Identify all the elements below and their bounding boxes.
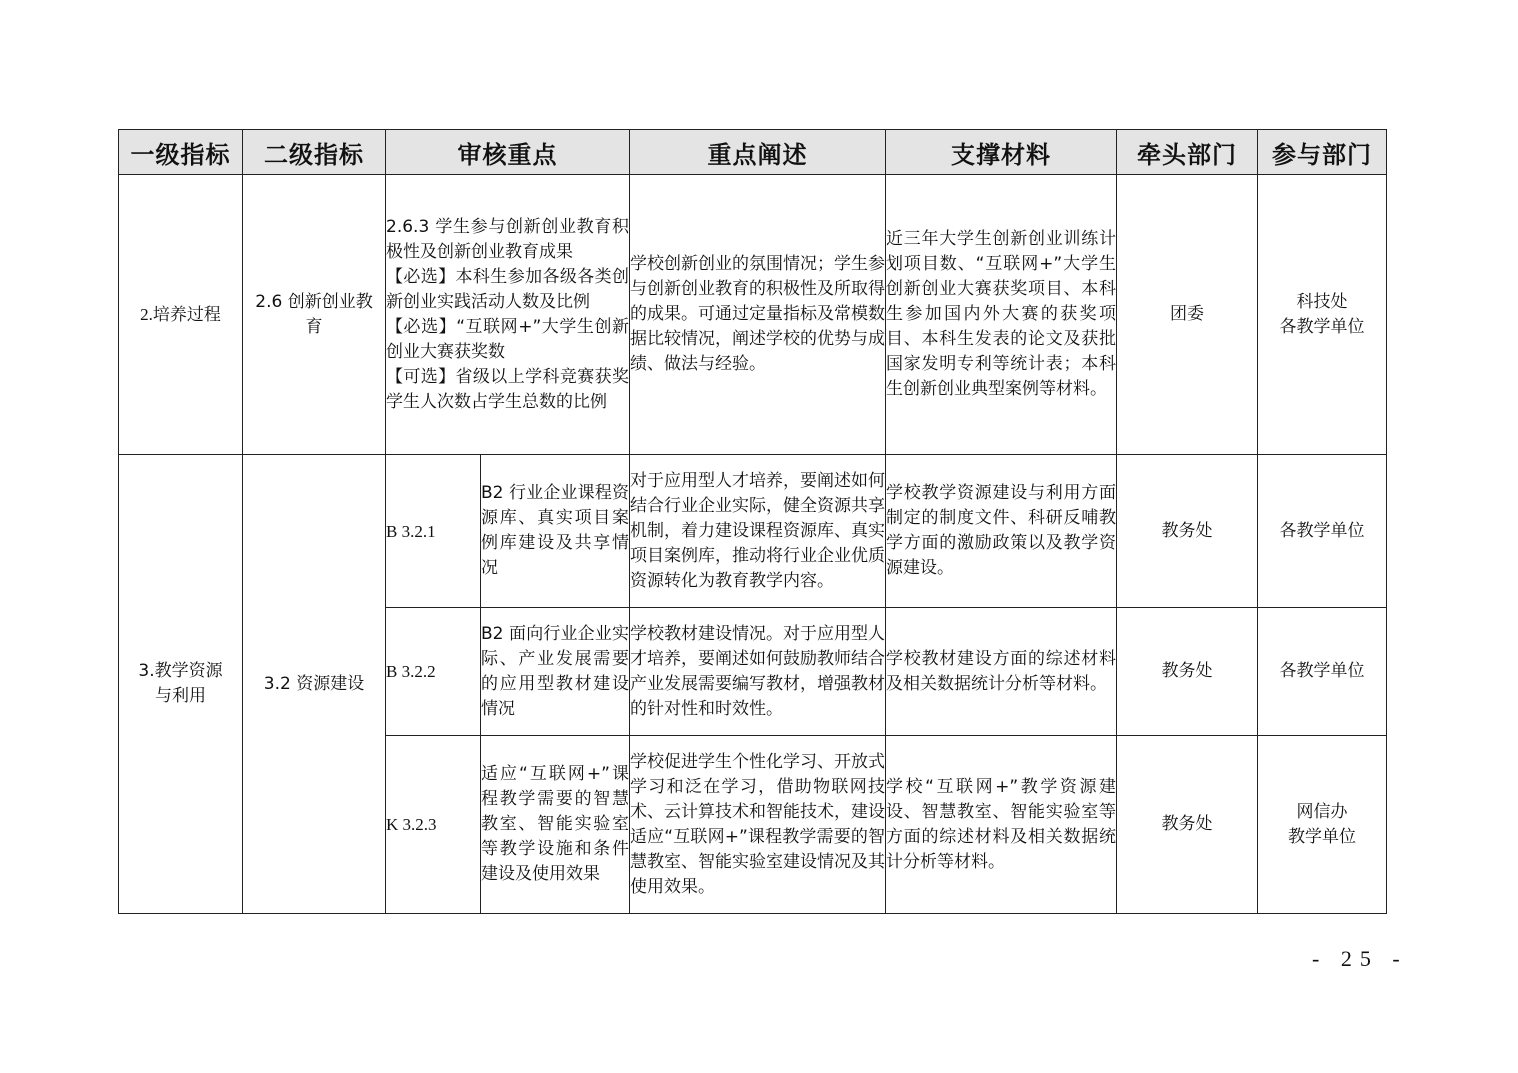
focus-line: 2.6.3 学生参与创新创业教育积极性及创新创业教育成果 <box>386 216 629 262</box>
participant: 各教学单位 <box>1279 316 1365 337</box>
focus-line: 【必选】“互联网+”大学生创新创业大赛获奖数 <box>386 316 629 362</box>
level1-line: 与利用 <box>155 686 206 706</box>
header-row <box>119 130 1387 175</box>
level2-cell: 2.6 创新创业教育 <box>243 175 386 455</box>
participants-cell: 各教学单位 <box>1258 455 1387 608</box>
participant: 科技处 <box>1296 291 1348 312</box>
level1-cell: 2.培养过程 <box>119 175 243 455</box>
focus-cell <box>386 175 630 455</box>
lead-cell: 教务处 <box>1117 455 1258 608</box>
code-cell: B 3.2.1 <box>386 455 481 608</box>
participants-cell <box>1258 736 1387 914</box>
participants-cell <box>1258 175 1387 455</box>
page-number: - 25 - <box>1312 946 1408 971</box>
header-elaboration: 重点阐述 <box>630 130 886 175</box>
focus-cell: B2 行业企业课程资源库、真实项目案例库建设及共享情况 <box>481 455 630 608</box>
focus-cell: 适应“互联网+”课程教学需要的智慧教室、智能实验室等教学设施和条件建设及使用效果 <box>481 736 630 914</box>
elaboration-cell: 对于应用型人才培养，要阐述如何结合行业企业实际，健全资源共享机制，着力建设课程资源库、真实项目案例库，推动将行业企业优质资源转化为教育教学内容。 <box>630 455 886 608</box>
lead-cell: 教务处 <box>1117 608 1258 736</box>
header-materials: 支撑材料 <box>886 130 1117 175</box>
level1-line: 3.教学资源 <box>138 661 223 681</box>
focus-line: 【可选】省级以上学科竞赛获奖学生人次数占学生总数的比例 <box>386 366 629 412</box>
focus-line: 【必选】本科生参加各级各类创新创业实践活动人数及比例 <box>386 266 629 312</box>
elaboration-cell: 学校教材建设情况。对于应用型人才培养，要阐述如何鼓励教师结合产业发展需要编写教材，增强教材的针对性和时效性。 <box>630 608 886 736</box>
level2-cell: 3.2 资源建设 <box>243 455 386 914</box>
materials-cell: 近三年大学生创新创业训练计划项目数、“互联网+”大学生创新创业大赛获奖项目、本科生参加国内外大赛的获奖项目、本科生发表的论文及获批国家发明专利等统计表；本科生创新创业典型案例等材料。 <box>886 175 1117 455</box>
elaboration-cell: 学校创新创业的氛围情况；学生参与创新创业教育的积极性及所取得的成果。可通过定量指标及常模数据比较情况，阐述学校的优势与成绩、做法与经验。 <box>630 175 886 455</box>
lead-cell: 教务处 <box>1117 736 1258 914</box>
elaboration-cell: 学校促进学生个性化学习、开放式学习和泛在学习，借助物联网技术、云计算技术和智能技术，建设适应“互联网+”课程教学需要的智慧教室、智能实验室建设情况及其使用效果。 <box>630 736 886 914</box>
materials-cell: 学校教材建设方面的综述材料及相关数据统计分析等材料。 <box>886 608 1117 736</box>
table-row <box>119 175 1387 455</box>
code-cell: K 3.2.3 <box>386 736 481 914</box>
code-cell: B 3.2.2 <box>386 608 481 736</box>
header-lead: 牵头部门 <box>1117 130 1258 175</box>
focus-cell: B2 面向行业企业实际、产业发展需要的应用型教材建设情况 <box>481 608 630 736</box>
index-table <box>118 129 1387 914</box>
participant: 网信办 <box>1296 801 1348 822</box>
materials-cell: 学校教学资源建设与利用方面制定的制度文件、科研反哺教学方面的激励政策以及教学资源建设。 <box>886 455 1117 608</box>
materials-cell: 学校“互联网+”教学资源建设、智慧教室、智能实验室等方面的综述材料及相关数据统计分析等材料。 <box>886 736 1117 914</box>
lead-cell: 团委 <box>1117 175 1258 455</box>
level1-cell <box>119 455 243 914</box>
header-participants: 参与部门 <box>1258 130 1387 175</box>
table-row <box>119 455 1387 608</box>
participant: 教学单位 <box>1288 826 1356 847</box>
header-level2: 二级指标 <box>243 130 386 175</box>
participants-cell: 各教学单位 <box>1258 608 1387 736</box>
header-focus: 审核重点 <box>386 130 630 175</box>
header-level1: 一级指标 <box>119 130 243 175</box>
